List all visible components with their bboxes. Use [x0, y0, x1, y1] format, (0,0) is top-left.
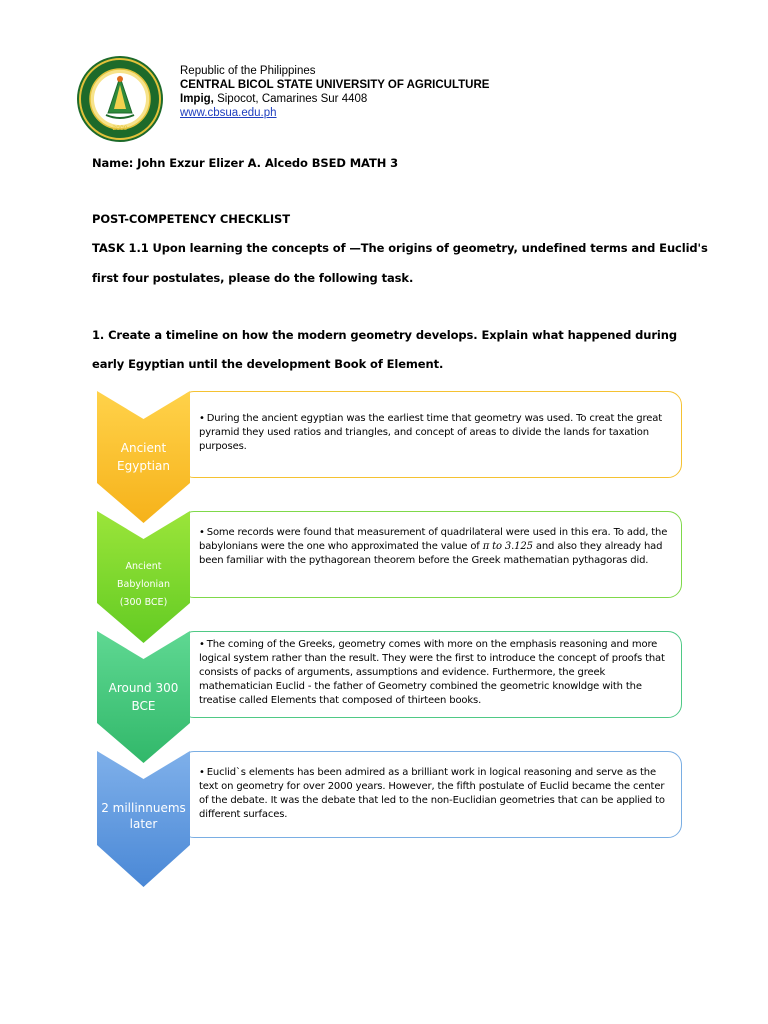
timeline-label-around-300-bce: Around 300 BCE: [108, 681, 179, 713]
timeline-box-2-millinnuems-later: • Euclid`s elements has been admired as a brilliant work in logical reasoning and serve as the text on geometry for over 2000 years. However, the fifth postulate of Euclid became the center of the debate. It was the debate that led to the non-Euclidian geometries that can be applied to different surfaces.: [180, 751, 682, 838]
address-town: Impig,: [180, 93, 214, 105]
pi-expression: π to 3.125: [482, 541, 533, 552]
task-line-2: first four postulates, please do the following task.: [92, 271, 414, 285]
timeline-text: During the ancient egyptian was the earliest time that geometry was used. To creat the great pyramid they used ratios and triangles, and concept of areas to divide the lands for taxation purposes.: [199, 413, 662, 452]
checklist-title: POST-COMPETENCY CHECKLIST: [92, 212, 290, 226]
item-line-2: early Egyptian until the development Book of Element.: [92, 357, 444, 371]
seal-year: 2009: [112, 125, 128, 132]
timeline-box-ancient-babylonian: • Some records were found that measurement of quadrilateral were used in this era. To add, the babylonians were the one who approximated the value of π to 3.125 and also they already had been familiar with the pythagorean theorem before the Greek mathematian pythagoras did.: [180, 511, 682, 598]
university-seal-logo: [76, 55, 164, 143]
timeline-label-2-millinnuems-later: 2 millinnuems later: [101, 801, 186, 831]
website-link[interactable]: www.cbsua.edu.ph: [180, 107, 277, 119]
republic-line: Republic of the Philippines: [180, 65, 316, 77]
item-line-1: 1. Create a timeline on how the modern geometry develops. Explain what happened during: [92, 328, 677, 342]
student-name: Name: John Exzur Elizer A. Alcedo BSED MATH 3: [92, 156, 399, 170]
address-rest: Sipocot, Camarines Sur 4408: [213, 93, 368, 105]
letterhead: [180, 64, 489, 120]
university-name: CENTRAL BICOL STATE UNIVERSITY OF AGRICULTURE: [180, 79, 490, 91]
timeline-box-around-300-bce: • The coming of the Greeks, geometry comes with more on the emphasis reasoning and more logical system rather than the result. They were the first to introduce the concept of proofs that consists of packs of arguments, assumptions and evidence. Furthermore, the greek mathematician Euclid - the father of Geometry combined the geometric knowldge with the treatise called Elements that composed of thirteen books.: [180, 631, 682, 718]
address-line: [180, 92, 489, 106]
timeline-label-ancient-babylonian: Ancient Babylonian (300 BCE): [117, 561, 170, 608]
timeline-label-ancient-egyptian: Ancient Egyptian: [117, 441, 170, 473]
timeline-box-ancient-egyptian: • During the ancient egyptian was the earliest time that geometry was used. To creat the great pyramid they used ratios and triangles, and concept of areas to divide the lands for taxation purposes.: [180, 391, 682, 478]
task-line-1: TASK 1.1 Upon learning the concepts of —The origins of geometry, undefined terms and Euclid's: [92, 241, 708, 255]
